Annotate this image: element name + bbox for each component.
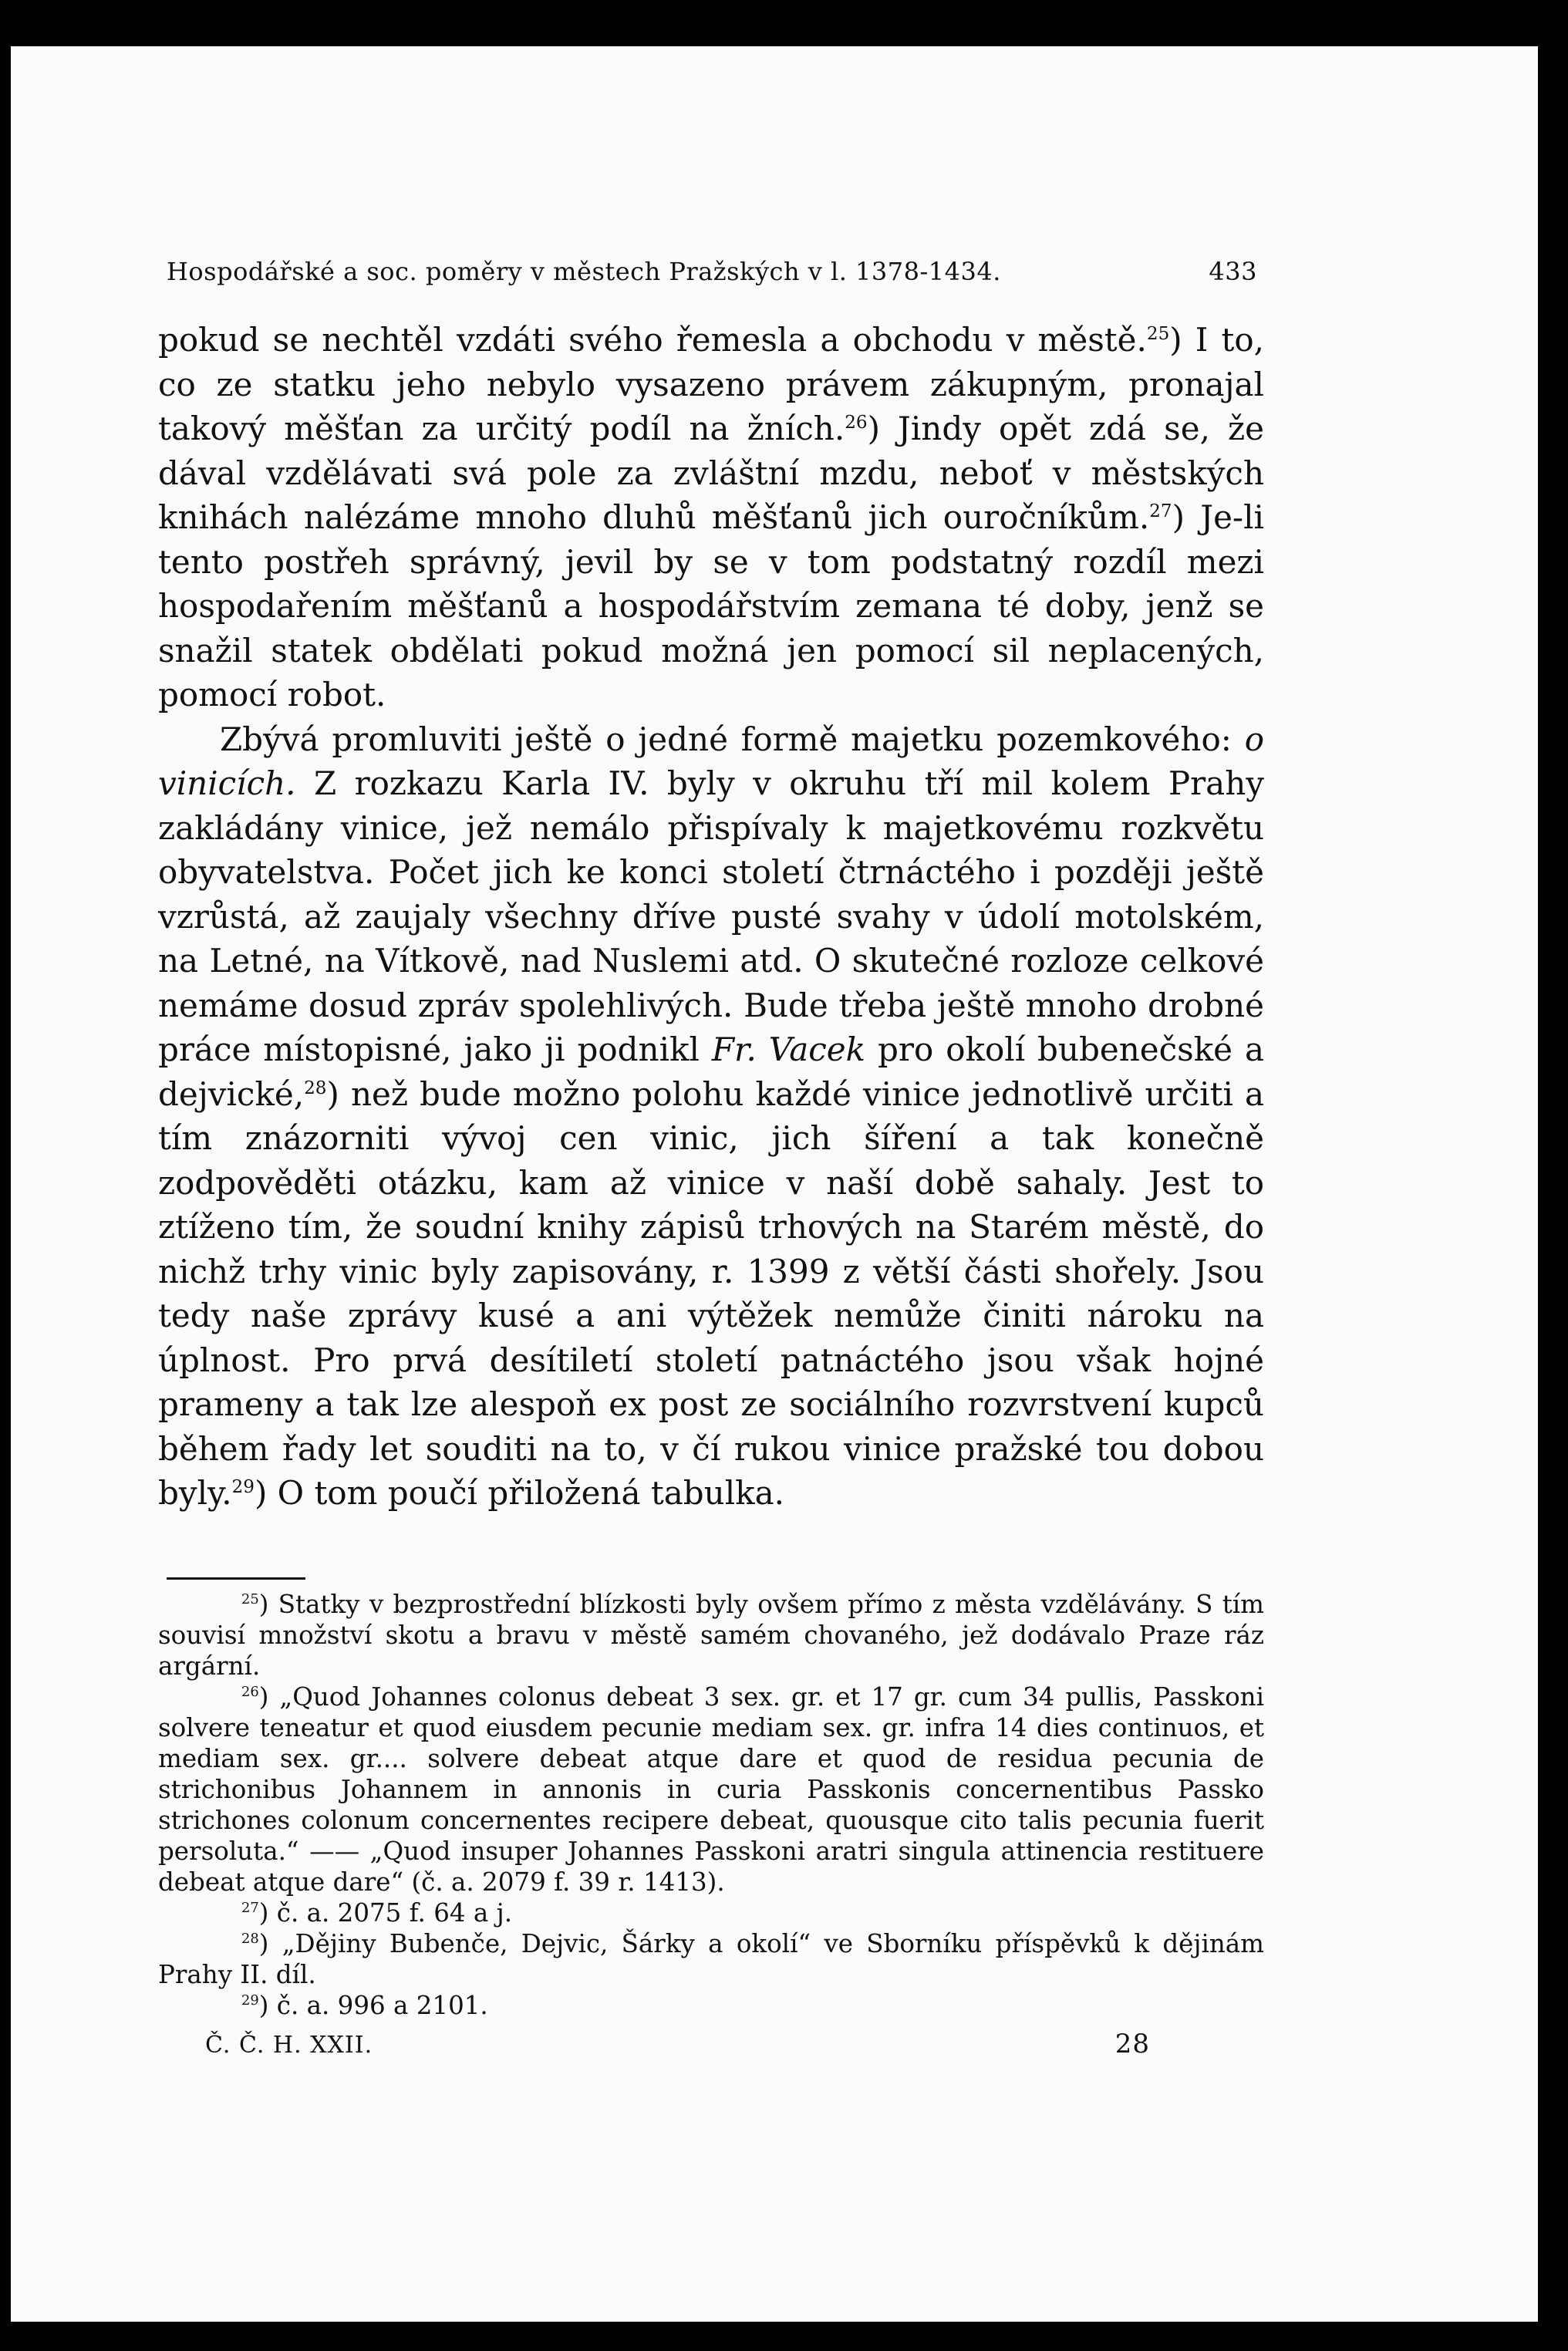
footnote-25: $^{25}$) Statky v bezprostřední blízkosti byly ovšem přímo z města vzdělávány. S tím souvisí množství skotu a bravu v městě samém chovaného, jež dodávalo Praze ráz argární. — [158, 1590, 1264, 1681]
footnotes — [158, 1589, 1264, 2021]
footnote-ref-29[interactable]: 29 — [231, 1477, 255, 1497]
running-title: Hospodářské a soc. poměry v městech Pražských v l. 1378-1434. — [167, 257, 1001, 286]
paragraph-1: pokud se nechtěl vzdáti svého řemesla a obchodu v městě.$^{25}$) I to, co ze statku jeho nebylo vysazeno právem zákupným, pronajal takový měšťan za určitý podíl na žních.$^{26}$) Jindy opět zdá se, že dával vzdělávati svá pole za zvláštní mzdu, neboť v městských knihách nalézáme mnoho dluhů měšťanů jich ouročníkům.$^{27}$) Je-li tento postřeh správný, jevil by se v tom podstatný rozdíl mezi hospodařením měšťanů a hospodářstvím zemana té doby, jenž se snažil statek obdělati pokud možná jen pomocí sil neplacených, pomocí robot. — [158, 321, 1264, 713]
main-text — [158, 318, 1264, 1516]
footnote-27: $^{27}$) č. a. 2075 f. 64 a j. — [241, 1898, 513, 1928]
footnote-divider — [167, 1577, 305, 1580]
sheet-number: 28 — [1114, 2029, 1150, 2059]
footnote-28: $^{28}$) „Dějiny Bubenče, Dejvic, Šárky a okolí“ ve Sborníku příspěvků k dějinám Prahy II. díl. — [158, 1929, 1264, 1989]
author-name: Fr. Vacek — [711, 1030, 866, 1068]
footnote-ref-26[interactable]: 26 — [845, 413, 868, 433]
footnote-ref-25[interactable]: 25 — [1146, 324, 1170, 344]
footnote-ref-27[interactable]: 27 — [1149, 501, 1172, 521]
emphasis-vinice: o vinicích. — [158, 720, 1264, 802]
printer-signature — [205, 2029, 1150, 2059]
page-number: 433 — [1209, 257, 1257, 286]
footnote-29: $^{29}$) č. a. 996 a 2101. — [241, 1991, 488, 2020]
volume-mark: Č. Č. H. XXII. — [205, 2032, 373, 2059]
footnote-ref-28[interactable]: 28 — [304, 1078, 327, 1098]
paragraph-2: Zbývá promluviti ještě o jedné formě majetku pozemkového: o vinicích. Z rozkazu Karla IV. byly v okruhu tří mil kolem Prahy zakládány vinice, jež nemálo přispívaly k majetkovému rozkvětu obyvatelstva. Počet jich ke konci století čtrnáctého i později ještě vzrůstá, až zaujaly všechny dříve pusté svahy v údolí motolském, na Letné, na Vítkově, nad Nuslemi atd. O skutečné rozloze celkové nemáme dosud zpráv spolehlivých. Bude třeba ještě mnoho drobné práce místopisné, jako ji podnikl Fr. Vacek pro okolí bubenečské a dejvické,$^{28}$) než bude možno polohu každé vinice jednotlivě určiti a tím znázorniti vývoj cen vinic, jich šíření a tak konečně zodpověděti otázku, kam až vinice v naší době sahaly. Jest to ztíženo tím, že soudní knihy zápisů trhových na Starém městě, do nichž trhy vinic byly zapisovány, r. 1399 z větší části shořely. Jsou tedy naše zprávy kusé a ani výtěžek nemůže činiti nároku na úplnost. Pro prvá desítiletí století patnáctého jsou však hojné prameny a tak lze alespoň ex post ze sociálního rozvrstvení kupců během řady let souditi na to, v čí rukou vinice pražské tou dobou byly.$^{29}$) O tom poučí přiložená tabulka. — [158, 720, 1265, 1512]
running-header — [167, 257, 1257, 286]
footnote-26: $^{26}$) „Quod Johannes colonus debeat 3 sex. gr. et 17 gr. cum 34 pullis, Passkoni solvere teneatur et quod eiusdem pecunie mediam sex. gr. infra 14 dies continuos, et mediam sex. gr.... solvere debeat atque dare et quod de residua pecunia de strichonibus Johannem in annonis in curia Passkonis concernentibus Passko strichones colonum concernentes recipere debeat, quousque cito talis pecunia fuerit persoluta.“ —— „Quod insuper Johannes Passkoni aratri singula attinencia restituere debeat atque dare“ (č. a. 2079 f. 39 r. 1413). — [158, 1682, 1264, 1897]
